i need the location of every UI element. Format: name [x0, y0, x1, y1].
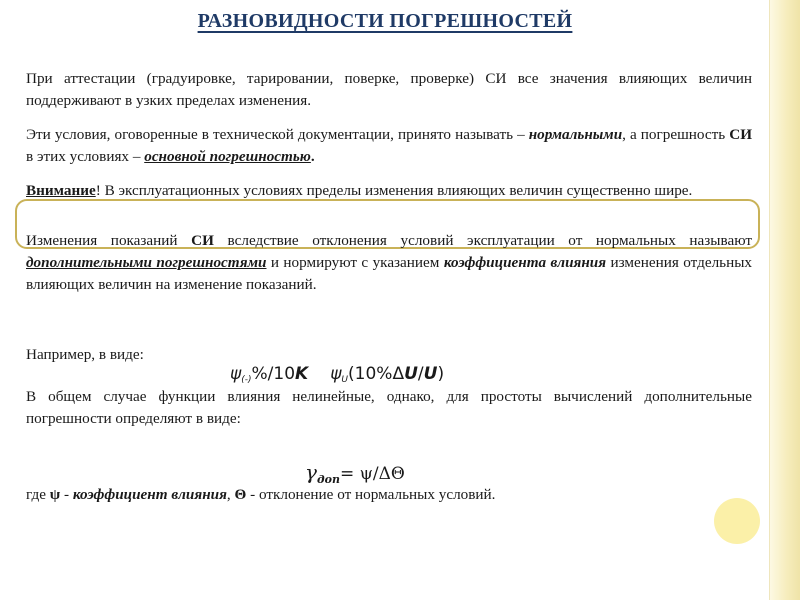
psi-symbol: ψ [330, 364, 342, 384]
paragraph-additional-errors [26, 230, 752, 296]
paragraph-where [26, 484, 495, 506]
formula-text: ) [437, 364, 445, 384]
psi-symbol: ψ [49, 486, 61, 503]
gamma-symbol: γ [305, 460, 317, 484]
term-si: СИ [191, 232, 214, 249]
text: и нормируют с указанием [266, 254, 444, 271]
theta-symbol: Θ [234, 486, 247, 503]
text: вследствие отклонения условий эксплуатации от нормальных называют [213, 232, 752, 249]
term-additional-errors: дополнительными погрешностями [26, 254, 267, 271]
text: Изменения показаний [26, 232, 192, 249]
text: изменения отдельных влияющих величин на изменение показаний. [26, 254, 752, 293]
psi-symbol: ψ [230, 364, 242, 384]
paragraph-normal-conditions [26, 124, 752, 168]
text: где [26, 486, 50, 503]
text: . [310, 148, 315, 165]
subscript: (-) [241, 375, 252, 385]
formula-influence-example [230, 364, 444, 385]
formula-text: %/10 [251, 364, 296, 384]
text: , [226, 486, 235, 503]
term-influence-coefficient: коэффициент влияния [72, 486, 227, 503]
paragraph-example: Например, в виде: [26, 346, 144, 363]
formula-additional-error [305, 460, 405, 486]
subscript: U [341, 375, 349, 385]
term-basic-error: основной погрешностью [144, 148, 311, 165]
formula-text: U [423, 364, 438, 384]
paragraph-nonlinear: В общем случае функции влияния нелинейные, однако, для простоты вычислений дополнительные погрешности определяют в виде: [26, 388, 752, 427]
formula-text: U [404, 364, 418, 384]
decor-circle [714, 498, 760, 544]
paragraph-attestation: При аттестации (градуировке, тарировании, поверке, проверке) СИ все значения влияющих величин поддерживают в узких пределах изменения. [26, 70, 752, 109]
formula-text: (10% [348, 364, 393, 384]
formula-text: = ψ/ΔΘ [339, 464, 405, 484]
formula-text: K [295, 364, 309, 384]
delta-symbol: Δ [392, 364, 405, 384]
text: , а погрешность [622, 126, 730, 143]
attention-label: Внимание [26, 182, 96, 199]
text: - [60, 486, 73, 503]
term-normal: нормальными [528, 126, 623, 143]
text: Эти условия, оговоренные в технической документации, принято называть – [26, 126, 525, 143]
formula-text: / [417, 364, 424, 384]
subscript: доп [316, 473, 340, 486]
decor-side-bar [770, 0, 800, 600]
text: - отклонение от нормальных условий. [246, 486, 496, 503]
term-influence-coefficient: коэффициента влияния [443, 254, 607, 271]
slide-title: РАЗНОВИДНОСТИ ПОГРЕШНОСТЕЙ [197, 10, 573, 32]
term-si: СИ [729, 126, 753, 143]
text: ! В эксплуатационных условиях пределы изменения влияющих величин существенно шире. [95, 182, 693, 199]
text: в этих условиях – [26, 148, 145, 165]
